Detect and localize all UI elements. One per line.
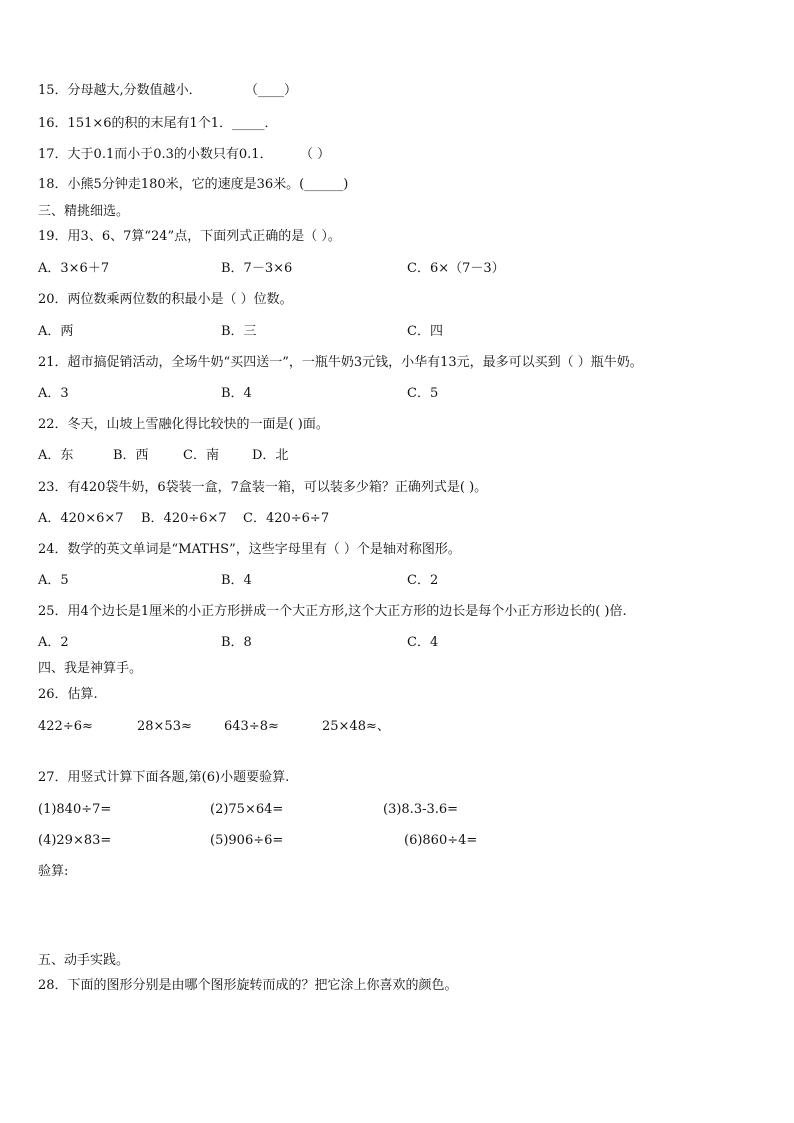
calc-item-4: (4)29×83= xyxy=(38,833,112,848)
check-label: 验算: xyxy=(38,864,69,879)
question-19-option-b[interactable]: B．7－3×6 xyxy=(221,261,293,276)
calc-item-3: (3)8.3-3.6= xyxy=(383,802,459,817)
calc-item-5: (5)906÷6= xyxy=(210,833,284,848)
question-21-option-c[interactable]: C．5 xyxy=(407,386,439,401)
question-21: 21．超市搞促销活动，全场牛奶“买四送一”，一瓶牛奶3元钱，小华有13元，最多可以买到（ ）瓶牛奶。 xyxy=(38,355,643,370)
question-25-option-b[interactable]: B．8 xyxy=(221,635,252,650)
question-21-option-a[interactable]: A．3 xyxy=(38,386,69,401)
question-19: 19．用3、6、7算“24”点，下面列式正确的是（ ）。 xyxy=(38,229,341,244)
question-22-option-b[interactable]: B．西 xyxy=(113,448,149,463)
question-17-answer-blank[interactable]: （ ） xyxy=(300,147,331,162)
estimate-item-1: 422÷6≈ xyxy=(38,719,93,734)
question-20: 20．两位数乘两位数的积最小是（ ）位数。 xyxy=(38,292,293,307)
question-25-option-a[interactable]: A．2 xyxy=(38,635,69,650)
question-23-option-b[interactable]: B．420÷6×7 xyxy=(141,511,227,526)
question-27: 27．用竖式计算下面各题,第(6)小题要验算. xyxy=(38,770,290,785)
question-24-option-b[interactable]: B．4 xyxy=(221,573,252,588)
question-15-text: 15．分母越大,分数值越小． xyxy=(38,83,202,98)
calc-item-1: (1)840÷7= xyxy=(38,802,112,817)
question-22-option-a[interactable]: A．东 xyxy=(38,448,74,463)
question-25: 25．用4个边长是1厘米的小正方形拼成一个大正方形,这个大正方形的边长是每个小正方形边长的( )倍. xyxy=(38,604,627,619)
question-24-option-c[interactable]: C．2 xyxy=(407,573,439,588)
question-23-option-c[interactable]: C．420÷6÷7 xyxy=(243,511,330,526)
question-16: 16．151×6的积的末尾有1个1．_____． xyxy=(38,116,278,131)
question-22: 22．冬天，山坡上雪融化得比较快的一面是( )面。 xyxy=(38,417,329,432)
question-19-option-c[interactable]: C．6×（7－3） xyxy=(407,261,505,276)
question-15-answer-blank[interactable]: （____） xyxy=(245,83,298,98)
question-20-option-a[interactable]: A．两 xyxy=(38,324,74,339)
question-24: 24．数学的英文单词是“MATHS”，这些字母里有（ ）个是轴对称图形。 xyxy=(38,542,461,557)
calc-item-6: (6)860÷4= xyxy=(404,833,478,848)
question-20-option-b[interactable]: B．三 xyxy=(221,324,257,339)
question-20-option-c[interactable]: C．四 xyxy=(407,324,443,339)
question-26: 26．估算. xyxy=(38,687,98,702)
calc-item-2: (2)75×64= xyxy=(210,802,284,817)
question-18: 18．小熊5分钟走180米，它的速度是36米。(______) xyxy=(38,177,349,192)
question-17-text: 17．大于0.1而小于0.3的小数只有0.1． xyxy=(38,147,273,162)
question-25-option-c[interactable]: C．4 xyxy=(407,635,439,650)
question-21-option-b[interactable]: B．4 xyxy=(221,386,252,401)
estimate-item-2: 28×53≈ xyxy=(137,719,192,734)
question-15 xyxy=(38,83,202,99)
section-5-heading: 五、动手实践。 xyxy=(38,953,130,968)
question-22-option-d[interactable]: D．北 xyxy=(252,448,289,463)
question-23-option-a[interactable]: A．420×6×7 xyxy=(38,511,124,526)
question-24-option-a[interactable]: A．5 xyxy=(38,573,69,588)
section-4-heading: 四、我是神算手。 xyxy=(38,661,143,676)
question-28: 28．下面的图形分别是由哪个图形旋转而成的？把它涂上你喜欢的颜色。 xyxy=(38,978,458,993)
question-17 xyxy=(38,147,273,163)
section-3-heading: 三、精挑细选。 xyxy=(38,204,130,219)
question-23: 23．有420袋牛奶，6袋装一盒，7盒装一箱，可以装多少箱？正确列式是( )。 xyxy=(38,480,488,495)
question-22-option-c[interactable]: C．南 xyxy=(183,448,219,463)
question-19-option-a[interactable]: A．3×6＋7 xyxy=(38,261,110,276)
estimate-item-4: 25×48≈、 xyxy=(322,719,390,734)
estimate-item-3: 643÷8≈ xyxy=(224,719,279,734)
